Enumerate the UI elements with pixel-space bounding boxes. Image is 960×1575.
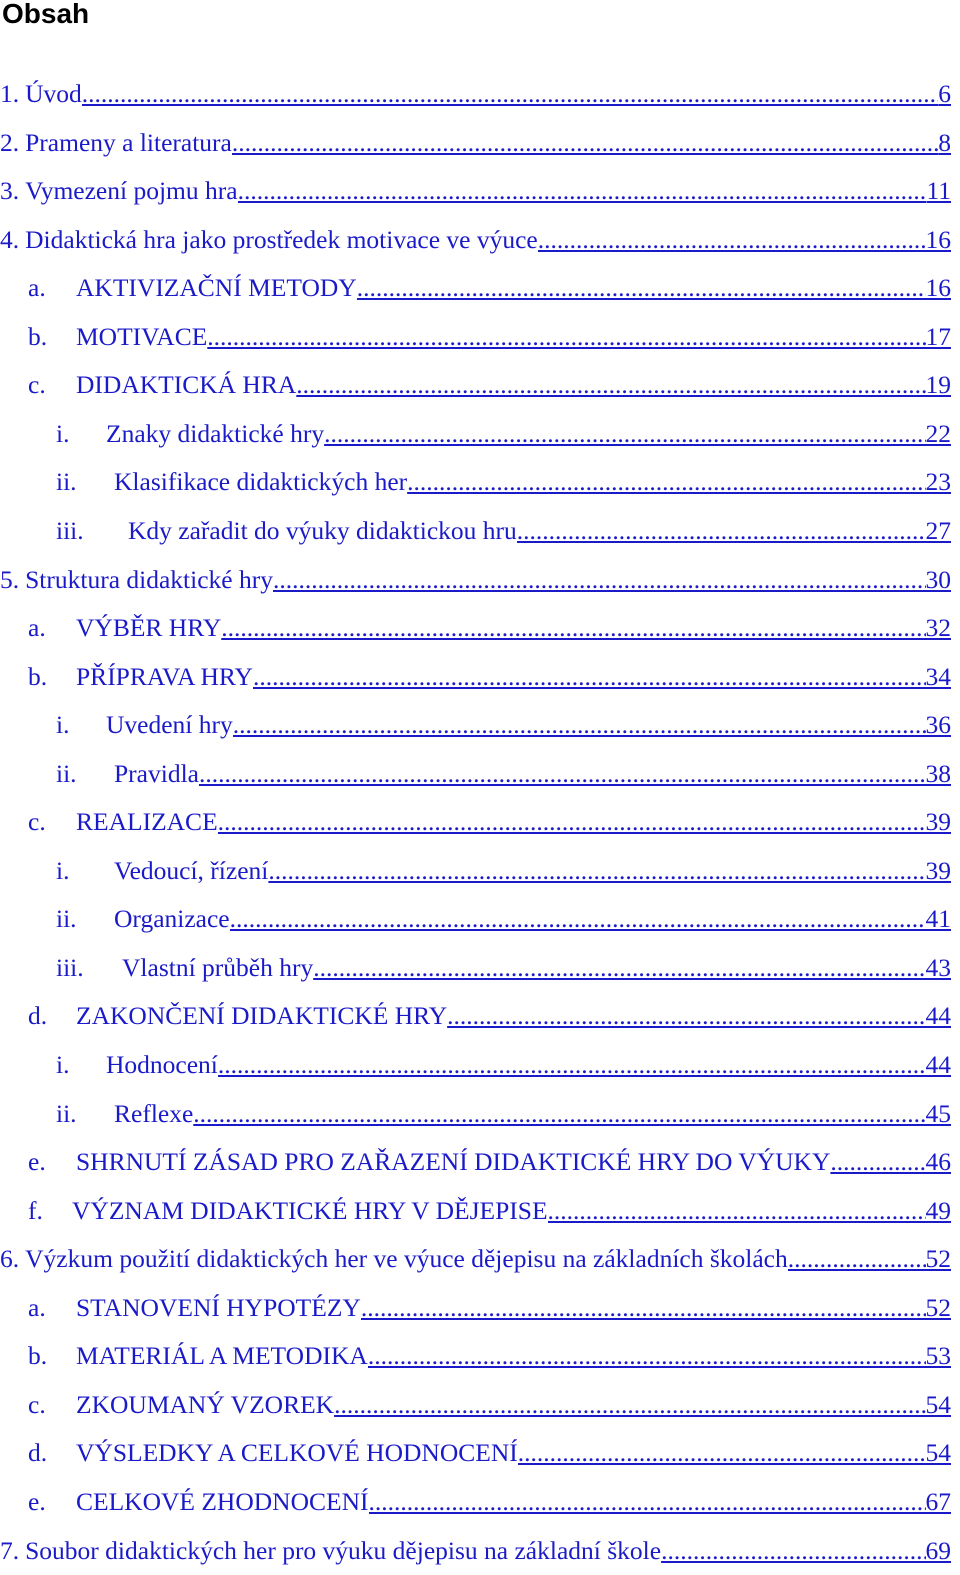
toc-entry-title: Vlastní průběh hry <box>122 952 314 982</box>
toc-entry-title: ZAKONČENÍ DIDAKTICKÉ HRY <box>76 1001 448 1031</box>
toc-entry-number: 7. <box>0 1535 20 1565</box>
toc-entry-page: 16 <box>925 224 951 254</box>
toc-dot-leader <box>324 416 925 452</box>
toc-entry-number: iii. <box>56 952 84 982</box>
toc-entry-number: a. <box>28 613 46 643</box>
toc-entry-number: a. <box>28 1292 46 1322</box>
toc-entry-label <box>56 513 517 549</box>
toc-entry-number: e. <box>28 1486 46 1516</box>
toc-entry[interactable] <box>56 901 951 937</box>
toc-entry-page: 45 <box>925 1098 951 1128</box>
toc-entry-page: 43 <box>925 952 951 982</box>
toc-entry-number: 2. <box>0 127 20 157</box>
toc-entry-number: 3. <box>0 176 20 206</box>
toc-dot-leader <box>361 1290 926 1326</box>
toc-entry-number: d. <box>28 1001 48 1031</box>
toc-dot-leader <box>233 707 926 743</box>
toc-dot-leader <box>369 1484 926 1520</box>
toc-entry-number: f. <box>28 1195 43 1225</box>
toc-dot-leader <box>661 1533 925 1569</box>
toc-entry-label <box>28 1290 361 1326</box>
toc-entry[interactable] <box>56 853 951 889</box>
toc-entry-page: 69 <box>925 1535 951 1565</box>
toc-entry-label <box>56 416 324 452</box>
toc-dot-leader <box>548 1193 926 1229</box>
toc-entry-number: c. <box>28 1389 46 1419</box>
toc-entry-title: Znaky didaktické hry <box>106 418 325 448</box>
toc-entry-page: 16 <box>925 273 951 303</box>
toc-entry-title: VÝBĚR HRY <box>76 613 222 643</box>
toc-entry-number: ii. <box>56 904 77 934</box>
toc-dot-leader <box>368 1338 926 1374</box>
toc-entry[interactable] <box>28 1193 951 1229</box>
page-title: Obsah <box>2 0 90 29</box>
toc-dot-leader <box>518 1435 926 1471</box>
toc-dot-leader <box>230 901 926 937</box>
toc-entry-title: VÝZNAM DIDAKTICKÉ HRY V DĚJEPISE <box>72 1195 548 1225</box>
toc-dot-leader <box>447 998 925 1034</box>
toc-entry-label <box>28 1338 368 1374</box>
toc-dot-leader <box>193 1096 925 1132</box>
toc-entry-page: 34 <box>925 661 951 691</box>
toc-entry-label <box>56 950 313 986</box>
toc-entry-label <box>56 1047 218 1083</box>
toc-entry-label <box>28 998 447 1034</box>
toc-entry-title: Struktura didaktické hry <box>25 564 273 594</box>
toc-dot-leader <box>268 853 925 889</box>
toc-entry-label <box>28 804 218 840</box>
toc-entry-label <box>56 464 407 500</box>
toc-entry-page: 22 <box>925 418 951 448</box>
toc-entry[interactable] <box>28 1387 951 1423</box>
toc-entry[interactable] <box>0 222 951 258</box>
toc-entry-page: 11 <box>926 176 951 206</box>
toc-entry-title: MATERIÁL A METODIKA <box>76 1341 368 1371</box>
toc-entry[interactable] <box>56 416 951 452</box>
toc-entry-page: 44 <box>925 1050 951 1079</box>
toc-entry-title: CELKOVÉ ZHODNOCENÍ <box>76 1486 369 1516</box>
toc-entry[interactable] <box>28 1435 951 1471</box>
toc-entry-page: 44 <box>925 1001 951 1031</box>
toc-dot-leader <box>82 76 938 112</box>
toc-entry-title: PŘÍPRAVA HRY <box>76 661 253 691</box>
toc-entry-page: 49 <box>925 1195 951 1225</box>
toc-entry-page: 38 <box>925 758 951 788</box>
toc-entry-number: ii. <box>56 1098 77 1128</box>
toc-entry-label <box>28 319 207 355</box>
toc-entry[interactable] <box>28 998 951 1034</box>
toc-entry-label <box>28 1193 548 1229</box>
toc-entry-page: 19 <box>925 370 951 400</box>
toc-entry[interactable] <box>56 707 951 743</box>
toc-entry-number: i. <box>56 418 70 448</box>
toc-entry-page: 52 <box>925 1244 951 1274</box>
toc-entry-label <box>0 125 232 161</box>
toc-dot-leader <box>296 367 925 403</box>
toc-entry-number: 1. <box>0 79 20 108</box>
toc-dot-leader <box>334 1387 925 1423</box>
toc-entry[interactable] <box>28 1290 951 1326</box>
toc-entry-label <box>28 610 221 646</box>
toc-entry-label <box>0 76 82 112</box>
toc-entry-label <box>28 1144 830 1180</box>
toc-entry[interactable] <box>28 659 951 695</box>
toc-entry-title: Vymezení pojmu hra <box>25 176 238 206</box>
toc-dot-leader <box>788 1241 926 1277</box>
toc-entry-title: Úvod <box>25 79 82 108</box>
toc-entry-title: AKTIVIZAČNÍ METODY <box>76 273 357 303</box>
toc-entry[interactable] <box>0 562 951 598</box>
toc-dot-leader <box>218 1047 926 1083</box>
toc-entry[interactable] <box>28 319 951 355</box>
toc-dot-leader <box>207 319 925 355</box>
toc-dot-leader <box>253 659 926 695</box>
toc-entry-page: 53 <box>925 1341 951 1371</box>
toc-entry[interactable] <box>0 173 951 209</box>
toc-entry[interactable] <box>28 1484 951 1520</box>
toc-entry[interactable] <box>56 1047 951 1083</box>
toc-entry-page: 67 <box>925 1486 951 1516</box>
toc-entry[interactable] <box>56 950 951 986</box>
toc-entry-page: 54 <box>925 1438 951 1468</box>
toc-entry-page: 52 <box>925 1292 951 1322</box>
toc-dot-leader <box>238 173 927 209</box>
toc-entry-title: Didaktická hra jako prostředek motivace ve výuce <box>25 224 538 254</box>
toc-entry[interactable] <box>28 1338 951 1374</box>
toc-entry-title: Výzkum použití didaktických her ve výuce dějepisu na základních školách <box>25 1244 788 1274</box>
toc-entry-number: 5. <box>0 564 20 594</box>
toc-entry-number: b. <box>28 321 48 351</box>
toc-entry-number: d. <box>28 1438 48 1468</box>
toc-entry-label <box>0 1241 788 1277</box>
toc-entry-number: i. <box>56 855 70 885</box>
toc-entry-number: c. <box>28 807 46 837</box>
toc-entry-title: SHRNUTÍ ZÁSAD PRO ZAŘAZENÍ DIDAKTICKÉ HRY DO VÝUKY <box>76 1147 831 1177</box>
toc-entry-title: Organizace <box>114 904 230 934</box>
toc-entry-title: VÝSLEDKY A CELKOVÉ HODNOCENÍ <box>76 1438 518 1468</box>
toc-entry-page: 17 <box>925 321 951 351</box>
toc-entry-title: Soubor didaktických her pro výuku dějepisu na základní škole <box>25 1535 662 1565</box>
toc-entry[interactable] <box>56 1096 951 1132</box>
toc-dot-leader <box>830 1144 925 1180</box>
toc-entry-label <box>28 1435 518 1471</box>
toc-entry-number: b. <box>28 1341 48 1371</box>
toc-entry-title: Pravidla <box>114 758 199 788</box>
toc-entry-number: ii. <box>56 758 77 788</box>
toc-entry[interactable] <box>28 610 951 646</box>
toc-entry-title: Kdy zařadit do výuky didaktickou hru <box>128 515 517 545</box>
toc-entry-page: 41 <box>925 904 951 934</box>
toc-entry-label <box>56 756 199 792</box>
toc-entry-page: 23 <box>925 467 951 497</box>
toc-entry-label <box>28 270 357 306</box>
toc-entry-title: REALIZACE <box>76 807 218 837</box>
toc-dot-leader <box>221 610 925 646</box>
toc-dot-leader <box>199 756 926 792</box>
toc-entry-page: 8 <box>938 127 951 157</box>
toc-entry-title: DIDAKTICKÁ HRA <box>76 370 297 400</box>
toc-entry-number: 4. <box>0 224 20 254</box>
toc-entry-number: b. <box>28 661 48 691</box>
toc-entry-label <box>56 707 233 743</box>
toc-entry-number: iii. <box>56 515 84 545</box>
toc-entry-page: 6 <box>938 79 951 108</box>
toc-entry-title: Prameny a literatura <box>25 127 232 157</box>
toc-entry-label <box>56 1096 193 1132</box>
toc-dot-leader <box>232 125 938 161</box>
toc-entry-page: 27 <box>925 515 951 545</box>
toc-entry-title: MOTIVACE <box>76 321 208 351</box>
toc-entry-label <box>0 562 273 598</box>
toc-entry-number: i. <box>56 1050 70 1079</box>
toc-entry-label <box>28 659 253 695</box>
toc-entry-page: 39 <box>925 807 951 837</box>
toc-dot-leader <box>517 513 926 549</box>
toc-entry[interactable] <box>0 76 951 112</box>
toc-entry-title: Hodnocení <box>106 1050 218 1079</box>
toc-entry[interactable] <box>0 1533 951 1569</box>
toc-entry-number: e. <box>28 1147 46 1177</box>
toc-entry-page: 39 <box>925 855 951 885</box>
toc-entry-label <box>0 1533 661 1569</box>
toc-dot-leader <box>313 950 925 986</box>
toc-entry-number: ii. <box>56 467 77 497</box>
toc-entry[interactable] <box>28 1144 951 1180</box>
toc-entry-number: a. <box>28 273 46 303</box>
toc-entry-page: 46 <box>925 1147 951 1177</box>
toc-entry-number: 6. <box>0 1244 20 1274</box>
toc-dot-leader <box>407 464 925 500</box>
toc-dot-leader <box>273 562 926 598</box>
toc-entry-label <box>56 853 268 889</box>
toc-entry-page: 36 <box>925 710 951 740</box>
toc-entry[interactable] <box>28 367 951 403</box>
toc-entry-page: 32 <box>925 613 951 643</box>
toc-entry-label <box>28 1484 369 1520</box>
toc-entry[interactable] <box>56 464 951 500</box>
toc-entry-label <box>0 173 238 209</box>
toc-entry-page: 54 <box>925 1389 951 1419</box>
toc-dot-leader <box>357 270 926 306</box>
toc-entry-title: Klasifikace didaktických her <box>114 467 408 497</box>
toc-entry[interactable] <box>56 756 951 792</box>
toc-entry[interactable] <box>28 804 951 840</box>
toc-entry-label <box>56 901 230 937</box>
toc-entry-number: c. <box>28 370 46 400</box>
toc-entry-label <box>28 1387 334 1423</box>
toc-entry[interactable] <box>0 1241 951 1277</box>
toc-entry-title: Vedoucí, řízení <box>114 855 269 885</box>
toc-entry-title: STANOVENÍ HYPOTÉZY <box>76 1292 361 1322</box>
toc-entry-number: i. <box>56 710 70 740</box>
toc-dot-leader <box>538 222 926 258</box>
toc-entry-label <box>0 222 538 258</box>
toc-dot-leader <box>218 804 926 840</box>
toc-entry[interactable] <box>0 125 951 161</box>
toc-entry-title: Reflexe <box>114 1098 194 1128</box>
toc-entry[interactable] <box>28 270 951 306</box>
toc-entry-title: Uvedení hry <box>106 710 233 740</box>
toc-entry[interactable] <box>56 513 951 549</box>
toc-entry-label <box>28 367 296 403</box>
toc-entry-page: 30 <box>925 564 951 594</box>
toc-entry-title: ZKOUMANÝ VZOREK <box>76 1389 335 1419</box>
